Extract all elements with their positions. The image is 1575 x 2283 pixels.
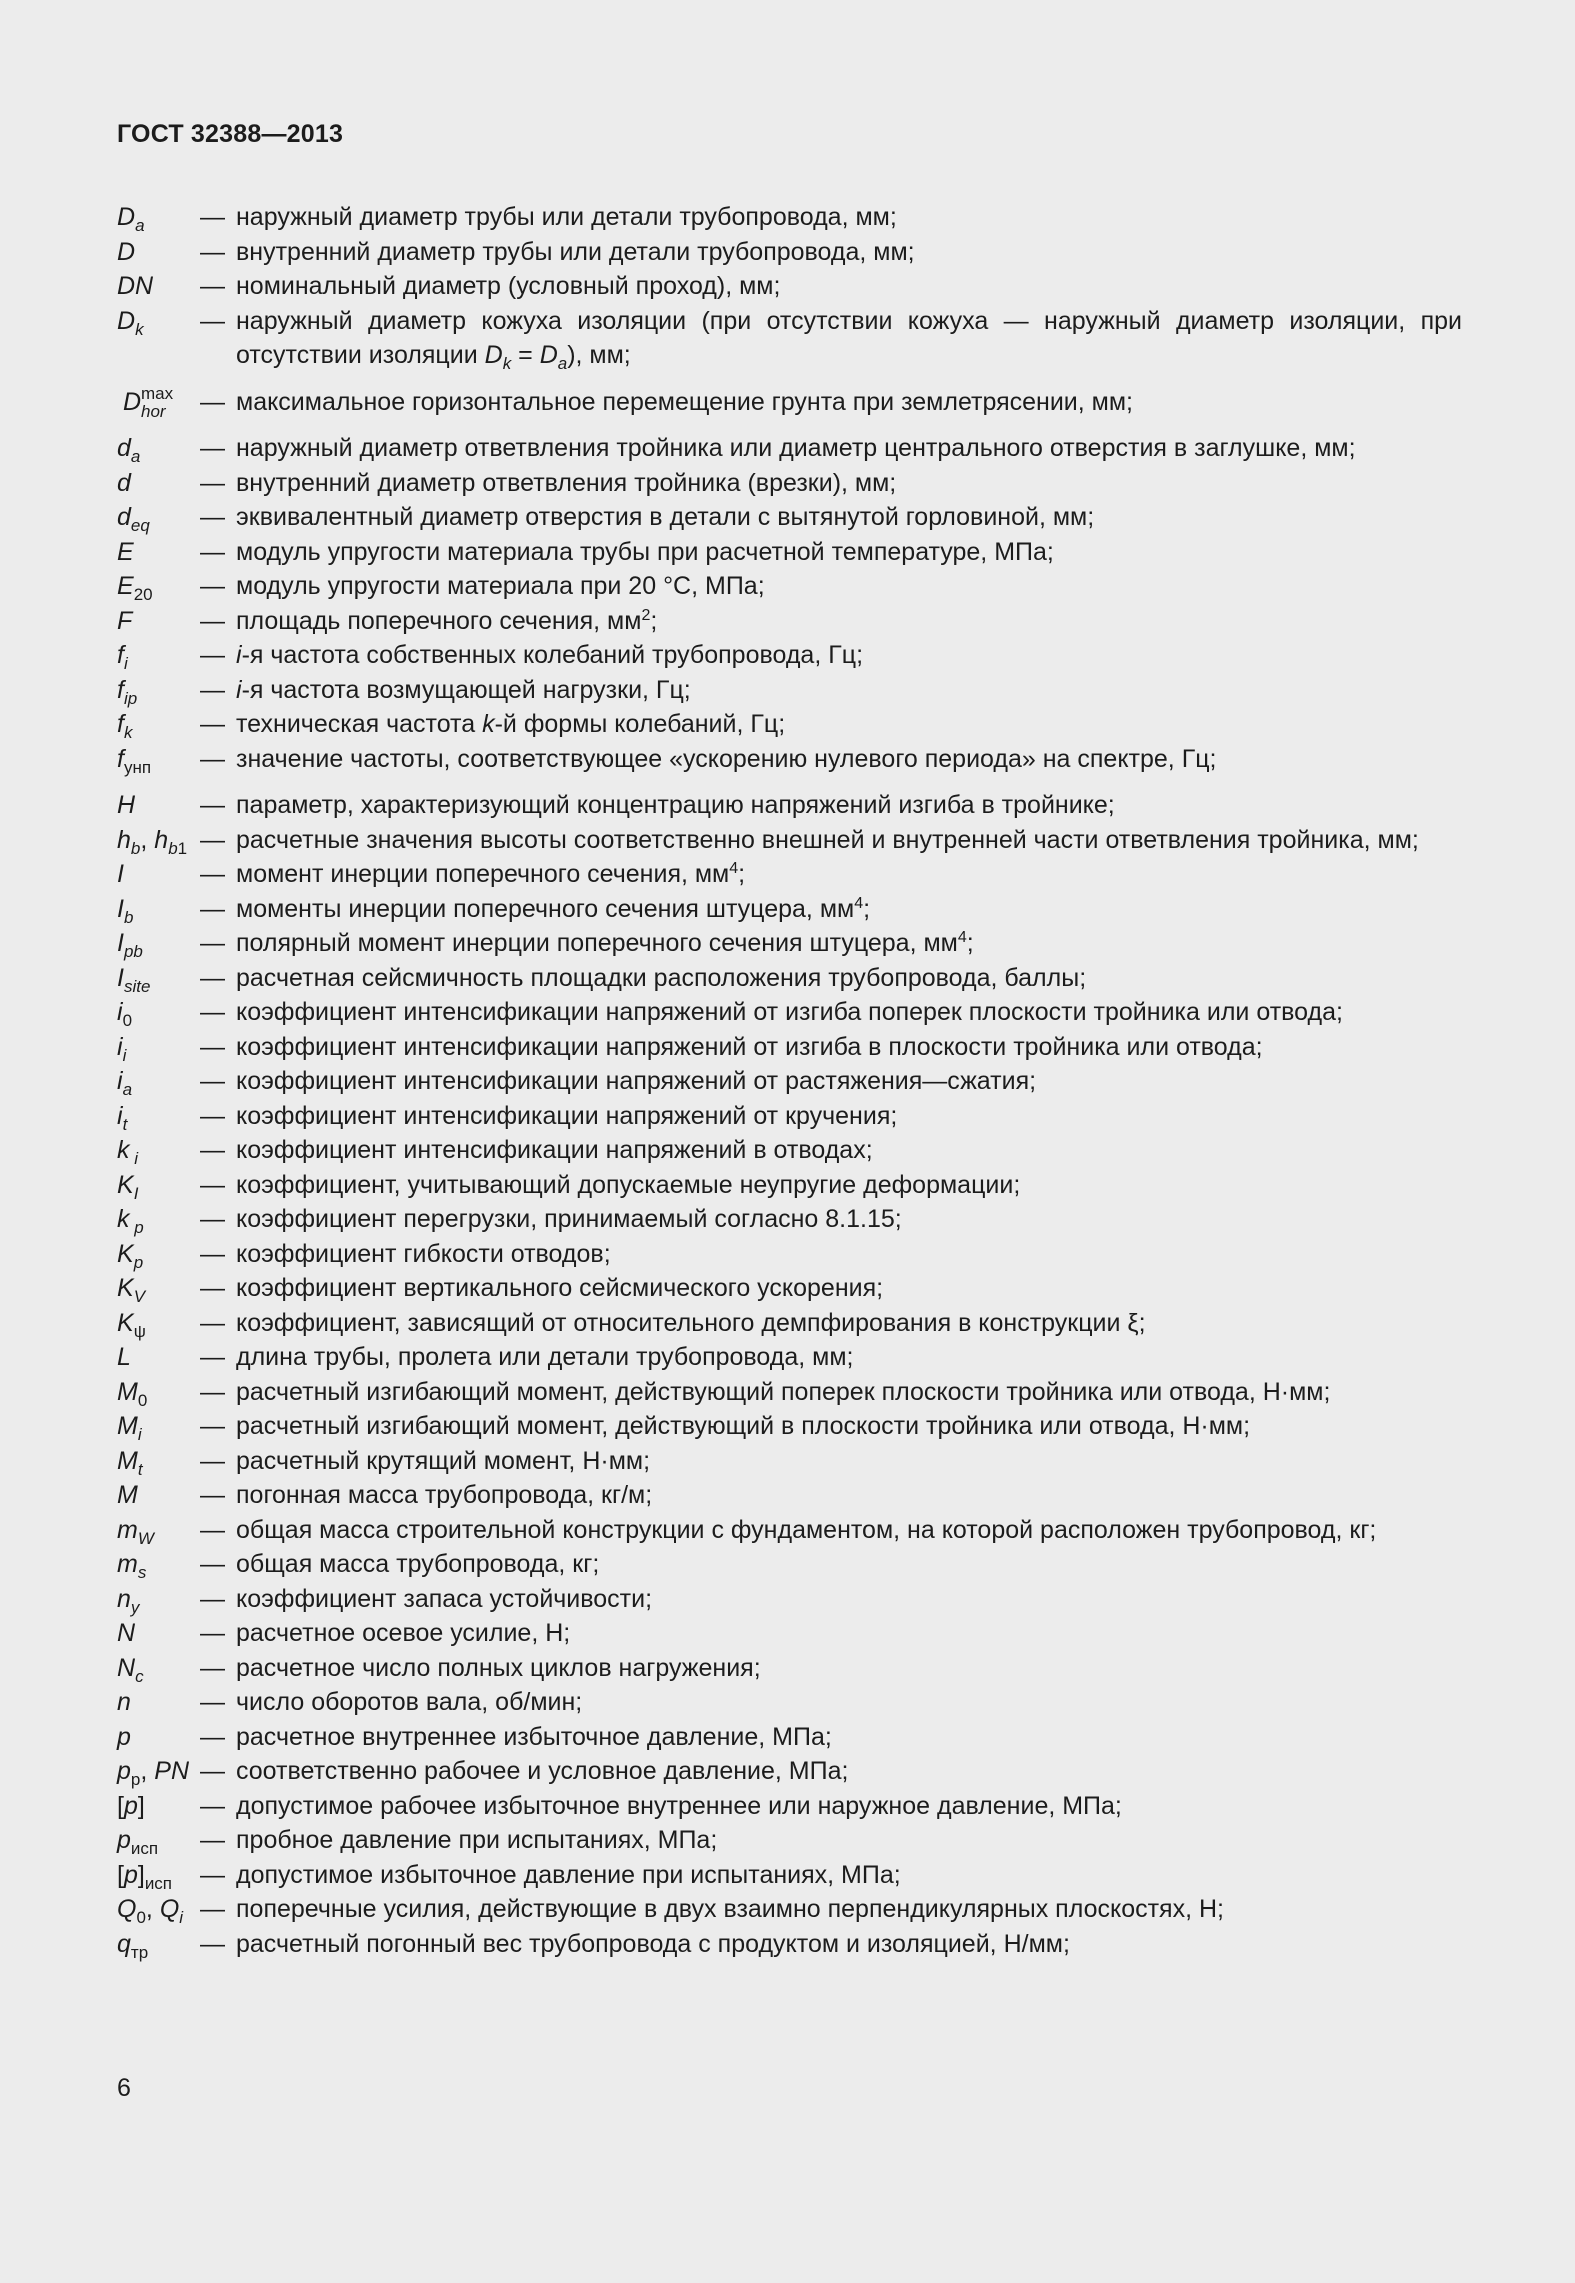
dash: —: [200, 1929, 225, 1958]
symbol: n: [117, 1688, 131, 1716]
page-number: 6: [117, 2074, 131, 2102]
symbol: $i_a$: [117, 1067, 133, 1099]
definition-text: расчетная сейсмичность площадки расположения трубопровода, баллы;: [236, 963, 1087, 992]
dash: —: [200, 1688, 225, 1716]
symbol: $N_c$: [117, 1653, 144, 1686]
definition-row-L: [117, 1340, 1462, 1375]
symbol: $[p]_{исп}$: [117, 1860, 173, 1893]
unit-exponent: 4: [729, 860, 739, 877]
symbol: $K_V$: [117, 1274, 146, 1306]
definition-row-n: [117, 1685, 1462, 1720]
dash: —: [200, 675, 225, 704]
symbol: $I_{site}$: [117, 963, 151, 996]
dash: —: [200, 1412, 225, 1440]
definition-text: общая масса строительной конструкции с фундаментом, на которой расположен трубопровод, кг;: [236, 1515, 1377, 1544]
dash: —: [200, 860, 225, 888]
definition-text-part: площадь поперечного сечения, мм: [236, 606, 642, 635]
symbol: k $_i$: [117, 1136, 138, 1168]
definition-text: расчетный изгибающий момент, действующий поперек плоскости тройника или отвода, Н·мм;: [236, 1377, 1331, 1406]
symbol-superscript: max: [141, 383, 174, 403]
definition-text: общая масса трубопровода, кг;: [236, 1550, 600, 1578]
definition-text: расчетные значения высоты соответственно внешней и внутренней части ответвления тройника, мм;: [236, 825, 1419, 854]
definition-text-part: -я частота собственных колебаний трубопровода, Гц;: [241, 641, 864, 669]
dash: —: [200, 894, 225, 923]
document-header: ГОСТ 32388—2013: [117, 120, 344, 148]
symbol: $M_i$: [117, 1412, 142, 1444]
definition-row-M: [117, 1478, 1462, 1513]
symbol: $K_\psi$: [117, 1308, 146, 1341]
definition-text: i-я частота собственных колебаний трубопровода, Гц;: [236, 641, 864, 669]
dash: —: [200, 272, 225, 300]
definition-row-KV: [117, 1271, 1462, 1306]
dash: —: [200, 998, 225, 1026]
definition-text: внутренний диаметр трубы или детали трубопровода, мм;: [236, 237, 915, 266]
dash: —: [200, 1239, 225, 1268]
definition-text: параметр, характеризующий концентрацию напряжений изгиба в тройнике;: [236, 791, 1115, 819]
symbol: L: [117, 1343, 131, 1371]
definition-row-F: [117, 604, 1462, 639]
dash: —: [200, 606, 225, 635]
definition-row-fk: [117, 707, 1462, 742]
dash: —: [200, 1032, 225, 1061]
definition-row-p-test-allow: [117, 1858, 1462, 1893]
definition-text: значение частоты, соответствующее «ускорению нулевого периода» на спектре, Гц;: [236, 744, 1217, 773]
definition-text: коэффициент вертикального сейсмического ускорения;: [236, 1274, 884, 1302]
definition-text: [236, 604, 1462, 639]
definition-text: наружный диаметр ответвления тройника или диаметр центрального отверстия в заглушке, мм;: [236, 434, 1356, 462]
symbol: $m_W$: [117, 1515, 154, 1548]
definition-text: расчетный изгибающий момент, действующий в плоскости тройника или отвода, Н·мм;: [236, 1412, 1251, 1440]
definition-row-Dhor-max: [117, 385, 1462, 420]
dash: —: [200, 1653, 225, 1682]
definition-text: поперечные усилия, действующие в двух взаимно перпендикулярных плоскостях, Н;: [236, 1895, 1224, 1923]
definition-text-part: -я частота возмущающей нагрузки, Гц;: [241, 675, 691, 704]
symbol: k $_p$: [117, 1205, 144, 1237]
dash: —: [200, 1101, 225, 1130]
symbol: $h_b$, $h_{b1}$: [117, 825, 188, 858]
definition-text-part: ;: [966, 929, 974, 957]
definition-row-E20: [117, 569, 1462, 604]
symbol: DN: [117, 272, 154, 300]
symbol: $p_{исп}$: [117, 1826, 159, 1858]
definition-text: коэффициент интенсификации напряжений от изгиба поперек плоскости тройника или отвода;: [236, 998, 1343, 1026]
dash: —: [200, 1343, 225, 1371]
dash: —: [200, 825, 225, 854]
symbol: $d_a$: [117, 434, 141, 466]
symbol: $f_{ip}$: [117, 675, 138, 708]
dash: —: [200, 1619, 225, 1647]
definition-row-Mi: [117, 1409, 1462, 1444]
definition-text-part: момент инерции поперечного сечения, мм: [236, 860, 730, 888]
dash: —: [200, 1515, 225, 1544]
definition-text-part: техническая частота: [236, 710, 483, 738]
definition-row-Ipb: [117, 926, 1462, 961]
dash: —: [200, 387, 225, 416]
definition-row-Q: [117, 1892, 1462, 1927]
definition-text: техническая частота k-й формы колебаний, Гц;: [236, 710, 786, 738]
definition-row-D: [117, 235, 1462, 270]
dash: —: [200, 1757, 225, 1785]
dash: —: [200, 1446, 225, 1475]
definition-row-Nc: [117, 1651, 1462, 1686]
definition-text: допустимое избыточное давление при испытаниях, МПа;: [236, 1860, 901, 1889]
definition-text-part: ;: [650, 606, 658, 635]
definition-text-part: ;: [738, 860, 746, 888]
dash: —: [200, 1136, 225, 1164]
symbol: $K_I$: [117, 1170, 139, 1203]
definition-row-i0: [117, 995, 1462, 1030]
symbol: $p_р$, PN: [117, 1757, 190, 1789]
definition-text: коэффициент гибкости отводов;: [236, 1239, 611, 1268]
symbol: $I_b$: [117, 894, 134, 927]
symbol-definitions-list: [117, 200, 1462, 1961]
definition-text-part: моменты инерции поперечного сечения штуцера, мм: [236, 894, 855, 923]
symbol: d: [117, 468, 131, 497]
definition-row-it: [117, 1099, 1462, 1134]
symbol: $M_0$: [117, 1377, 148, 1410]
definition-text: коэффициент интенсификации напряжений от изгиба в плоскости тройника или отвода;: [236, 1032, 1263, 1061]
symbol: E: [117, 537, 134, 566]
dash: —: [200, 641, 225, 669]
dash: —: [200, 1377, 225, 1406]
symbol: $i_i$: [117, 1032, 127, 1065]
dash: —: [200, 929, 225, 957]
dash: —: [200, 1274, 225, 1302]
definition-text-part: -й формы колебаний, Гц;: [494, 710, 786, 738]
definition-text: [236, 926, 1462, 961]
definition-row-qtr: [117, 1927, 1462, 1962]
unit-exponent: 2: [641, 606, 651, 624]
definition-text: расчетное внутреннее избыточное давление, МПа;: [236, 1722, 832, 1751]
symbol: $E_{20}$: [117, 572, 153, 604]
dash: —: [200, 1722, 225, 1751]
definition-text: [236, 857, 1462, 892]
symbol: $f_{унп}$: [117, 744, 152, 777]
definition-text: соответственно рабочее и условное давление, МПа;: [236, 1757, 849, 1785]
definition-row-M0: [117, 1375, 1462, 1410]
definition-row-p-test: [117, 1823, 1462, 1858]
symbol: I: [117, 860, 124, 888]
symbol: $Q_0$, $Q_i$: [117, 1895, 184, 1927]
dash: —: [200, 1481, 225, 1509]
definition-text: коэффициент интенсификации напряжений в отводах;: [236, 1136, 873, 1164]
definition-row-E: [117, 535, 1462, 570]
dash: —: [200, 1895, 225, 1923]
definition-text: коэффициент перегрузки, принимаемый согласно 8.1.15;: [236, 1205, 902, 1233]
definition-text: коэффициент, учитывающий допускаемые неупругие деформации;: [236, 1170, 1021, 1199]
definition-row-KI: [117, 1168, 1462, 1203]
definition-text: расчетный крутящий момент, Н·мм;: [236, 1446, 651, 1475]
unit-exponent: 4: [854, 894, 864, 912]
definition-row-d: [117, 466, 1462, 501]
definition-text-part: полярный момент инерции поперечного сечения штуцера, мм: [236, 929, 958, 957]
definition-text: коэффициент запаса устойчивости;: [236, 1584, 653, 1613]
definition-row-ia: [117, 1064, 1462, 1099]
symbol: $q_{тр}$: [117, 1929, 149, 1962]
symbol-subscript: hor: [141, 401, 166, 421]
dash: —: [200, 434, 225, 462]
dash: —: [200, 306, 225, 335]
definition-row-ii: [117, 1030, 1462, 1065]
dash: —: [200, 468, 225, 497]
dash: —: [200, 1205, 225, 1233]
definition-text: погонная масса трубопровода, кг/м;: [236, 1481, 653, 1509]
symbol: $i_0$: [117, 998, 133, 1030]
definition-row-ki: [117, 1133, 1462, 1168]
definition-text-part: ), мм;: [567, 341, 631, 369]
definition-text: коэффициент, зависящий от относительного демпфирования в конструкции ξ;: [236, 1308, 1146, 1337]
definition-row-I: [117, 857, 1462, 892]
definition-text: коэффициент интенсификации напряжений от растяжения—сжатия;: [236, 1067, 1037, 1095]
dash: —: [200, 1826, 225, 1854]
symbol: $d_{eq}$: [117, 503, 150, 535]
definition-text: наружный диаметр трубы или детали трубопровода, мм;: [236, 203, 897, 231]
symbol: $m_s$: [117, 1550, 147, 1582]
definition-text: модуль упругости материала трубы при расчетной температуре, МПа;: [236, 537, 1054, 566]
symbol: $f_i$: [117, 641, 128, 673]
symbol: $M_t$: [117, 1446, 143, 1479]
definition-row-Da: [117, 200, 1462, 235]
symbol: $n_y$: [117, 1584, 140, 1617]
definition-row-mW: [117, 1513, 1462, 1548]
dash: —: [200, 1170, 225, 1199]
dash: —: [200, 791, 225, 819]
symbol: N: [117, 1619, 136, 1647]
definition-text: расчетное число полных циклов нагружения;: [236, 1653, 761, 1682]
definition-row-N: [117, 1616, 1462, 1651]
definition-row-Ib: [117, 892, 1462, 927]
definition-text: пробное давление при испытаниях, МПа;: [236, 1826, 718, 1854]
symbol: $D_k$: [117, 306, 144, 339]
definition-row-hb: [117, 823, 1462, 858]
symbol: D max hor: [117, 385, 200, 420]
dash: —: [200, 237, 225, 266]
symbol: H: [117, 791, 136, 819]
definition-row-p: [117, 1720, 1462, 1755]
definition-row-fip: [117, 673, 1462, 708]
definition-row-kp: [117, 1202, 1462, 1237]
definition-text: длина трубы, пролета или детали трубопровода, мм;: [236, 1343, 854, 1371]
definition-text-part: наружный диаметр кожуха изоляции (при отсутствии кожуха — наружный диаметр изоляции, при отсутствии изоляции: [236, 306, 1462, 369]
definition-row-da: [117, 431, 1462, 466]
definition-row-DN: [117, 269, 1462, 304]
symbol: p: [117, 1722, 131, 1751]
definition-text-part: ;: [863, 894, 871, 923]
definition-text: число оборотов вала, об/мин;: [236, 1688, 583, 1716]
symbol: $f_k$: [117, 710, 133, 742]
definition-row-Mt: [117, 1444, 1462, 1479]
definition-row-fi: [117, 638, 1462, 673]
dash: —: [200, 744, 225, 773]
symbol: F: [117, 606, 133, 635]
definition-row-ny: [117, 1582, 1462, 1617]
definition-text: максимальное горизонтальное перемещение грунта при землетрясении, мм;: [236, 387, 1133, 416]
definition-row-H: [117, 788, 1462, 823]
dash: —: [200, 537, 225, 566]
symbol: [p]: [117, 1791, 145, 1820]
symbol: D: [117, 237, 136, 266]
definition-row-deq: [117, 500, 1462, 535]
symbol: $I_{pb}$: [117, 929, 143, 961]
dash: —: [200, 1067, 225, 1095]
definition-text: внутренний диаметр ответвления тройника (врезки), мм;: [236, 468, 897, 497]
definition-text: модуль упругости материала при 20 °С, МПа;: [236, 572, 765, 600]
definition-text: допустимое рабочее избыточное внутреннее или наружное давление, МПа;: [236, 1791, 1122, 1820]
symbol: $K_p$: [117, 1239, 144, 1272]
definition-row-p-allow: [117, 1789, 1462, 1824]
dash: —: [200, 1308, 225, 1337]
dash: —: [200, 1584, 225, 1613]
symbol: M: [117, 1481, 138, 1509]
definition-text: [236, 892, 1462, 927]
dash: —: [200, 203, 225, 231]
definition-row-Dk: [117, 304, 1462, 373]
definition-text: расчетный погонный вес трубопровода с продуктом и изоляцией, Н/мм;: [236, 1929, 1070, 1958]
definition-row-Kp: [117, 1237, 1462, 1272]
symbol: $D_a$: [117, 203, 145, 235]
dash: —: [200, 572, 225, 600]
definition-text: номинальный диаметр (условный проход), мм;: [236, 272, 781, 300]
dash: —: [200, 503, 225, 531]
dash: —: [200, 1860, 225, 1889]
definition-text: эквивалентный диаметр отверстия в детали с вытянутой горловиной, мм;: [236, 503, 1095, 531]
definition-text: коэффициент интенсификации напряжений от кручения;: [236, 1101, 898, 1130]
definition-row-funp: [117, 742, 1462, 777]
definition-text: i-я частота возмущающей нагрузки, Гц;: [236, 675, 691, 704]
definition-text: расчетное осевое усилие, Н;: [236, 1619, 571, 1647]
dash: —: [200, 710, 225, 738]
dash: —: [200, 1550, 225, 1578]
definition-row-Kpsi: [117, 1306, 1462, 1341]
dash: —: [200, 963, 225, 992]
definition-row-ms: [117, 1547, 1462, 1582]
definition-text: наружный диаметр кожуха изоляции (при отсутствии кожуха — наружный диаметр изоляции, при отсутствии изоляции $D_k = D_a$), мм;: [236, 306, 1462, 373]
definition-row-pp-PN: [117, 1754, 1462, 1789]
dash: —: [200, 1791, 225, 1820]
unit-exponent: 4: [957, 929, 967, 946]
symbol: $i_t$: [117, 1101, 128, 1134]
definition-row-Isite: [117, 961, 1462, 996]
